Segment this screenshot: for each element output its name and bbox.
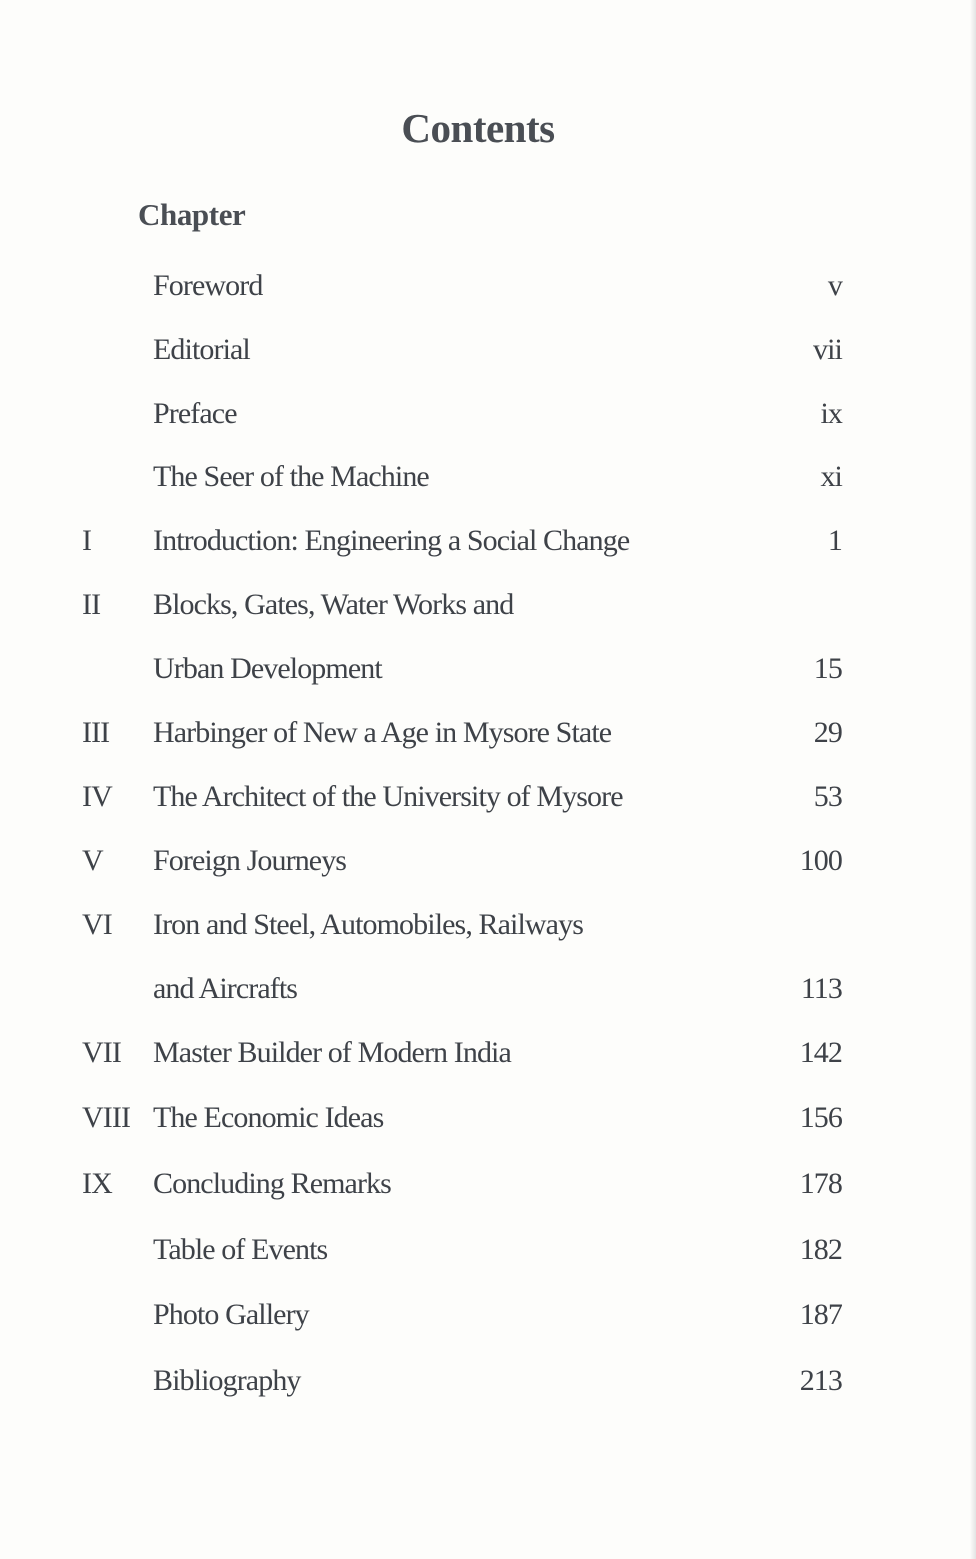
entry-title: Preface: [153, 397, 237, 430]
page-number: ix: [820, 397, 842, 430]
entry-title: Blocks, Gates, Water Works and: [153, 588, 514, 621]
page-number: 29: [813, 716, 842, 749]
page-number: vii: [813, 333, 842, 366]
toc-entry-chapter-8: [0, 1096, 976, 1140]
chapter-number: II: [82, 588, 101, 621]
entry-title: Harbinger of New a Age in Mysore State: [153, 716, 612, 749]
toc-entry-chapter-6: [0, 903, 976, 947]
page-number: 113: [800, 972, 842, 1005]
entry-title: Foreign Journeys: [153, 844, 347, 877]
entry-title: Photo Gallery: [153, 1298, 309, 1331]
entry-title: The Economic Ideas: [153, 1101, 384, 1134]
chapter-number: I: [82, 524, 92, 557]
toc-entry-foreword: [0, 264, 976, 308]
page-number: xi: [820, 460, 842, 493]
chapter-number: VIII: [82, 1101, 131, 1134]
entry-title: The Architect of the University of Mysore: [153, 780, 623, 813]
entry-title: Concluding Remarks: [153, 1167, 391, 1200]
entry-title: Bibliography: [153, 1364, 301, 1397]
page-number: 53: [813, 780, 842, 813]
chapter-number: IX: [82, 1167, 112, 1200]
page-number: 15: [813, 652, 842, 685]
entry-title: The Seer of the Machine: [153, 460, 429, 493]
chapter-column-heading: Chapter: [138, 197, 246, 232]
toc-entry-preface: [0, 392, 976, 436]
entry-title: Master Builder of Modern India: [153, 1036, 511, 1069]
toc-entry-seer: [0, 455, 976, 499]
toc-entry-chapter-9: [0, 1162, 976, 1206]
entry-title: Table of Events: [153, 1233, 328, 1266]
toc-entry-chapter-3: [0, 711, 976, 755]
chapter-number: III: [82, 716, 110, 749]
chapter-number: IV: [82, 780, 112, 813]
chapter-number: VII: [82, 1036, 121, 1069]
entry-title: Introduction: Engineering a Social Change: [153, 524, 630, 557]
chapter-number: VI: [82, 908, 112, 941]
toc-entry-chapter-4: [0, 775, 976, 819]
page-number: 213: [799, 1364, 842, 1397]
page-number: 178: [799, 1167, 842, 1200]
toc-entry-chapter-1: [0, 519, 976, 563]
page-number: 1: [827, 524, 842, 557]
entry-title: and Aircrafts: [153, 972, 298, 1005]
toc-entry-bibliography: [0, 1359, 976, 1403]
page-number: 182: [799, 1233, 842, 1266]
page-title: Contents: [401, 105, 555, 151]
page-number: 156: [799, 1101, 842, 1134]
entry-title: Editorial: [153, 333, 250, 366]
page-number: 142: [799, 1036, 842, 1069]
entry-title: Iron and Steel, Automobiles, Railways: [153, 908, 583, 941]
toc-entry-editorial: [0, 328, 976, 372]
entry-title: Urban Development: [153, 652, 382, 685]
toc-entry-chapter-2-cont: [0, 647, 976, 691]
toc-entry-chapter-6-cont: [0, 967, 976, 1011]
page-number: 100: [799, 844, 842, 877]
page-number: v: [827, 269, 842, 302]
toc-entry-table-of-events: [0, 1228, 976, 1272]
toc-entry-chapter-5: [0, 839, 976, 883]
toc-entry-chapter-2: [0, 583, 976, 627]
page-number: 187: [799, 1298, 842, 1331]
toc-entry-chapter-7: [0, 1031, 976, 1075]
entry-title: Foreword: [153, 269, 263, 302]
chapter-number: V: [82, 844, 103, 877]
toc-entry-photo-gallery: [0, 1293, 976, 1337]
